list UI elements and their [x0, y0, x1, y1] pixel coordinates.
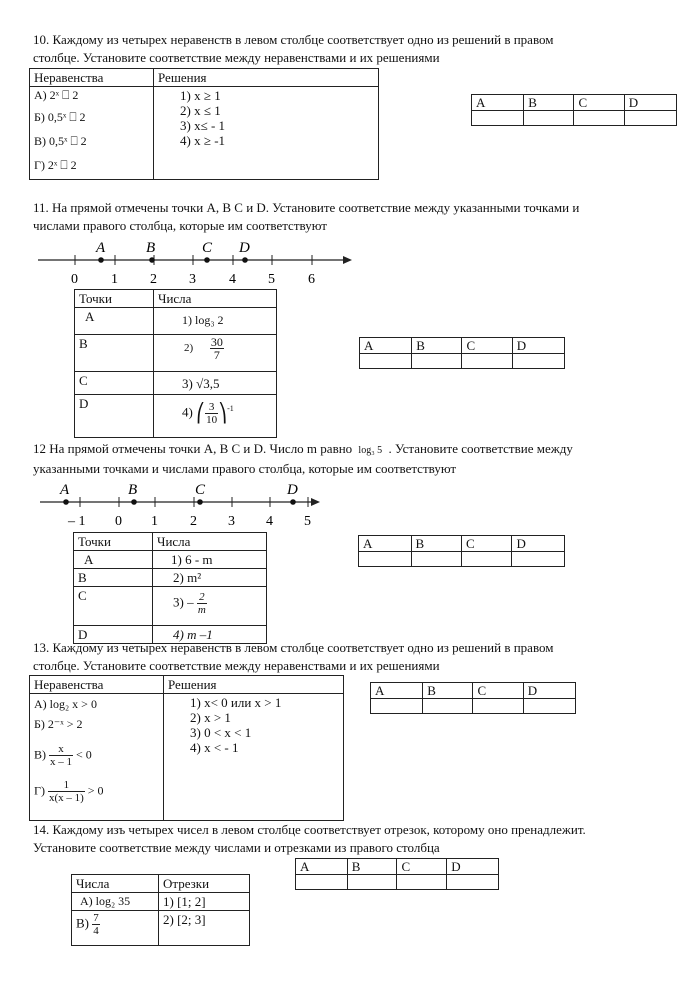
q14-answer-cell-b[interactable] [347, 875, 397, 890]
q11-value-2-label: 2) [184, 342, 194, 355]
q12-text-line2: указанными точками и числами правого столбца, которые им соответствуют [33, 461, 457, 476]
q13-inequality-a: А) log₂ x > 0 [34, 697, 97, 711]
q13-answer-header-a: A [371, 683, 423, 699]
q14-number-b-fraction [92, 912, 100, 937]
q13-answer-header-c: C [473, 683, 523, 699]
q13-inequality-d-label: Г) [34, 783, 45, 798]
q12-value-2: 2) m² [153, 569, 267, 587]
q11-value-4-exponent: -1 [227, 404, 234, 414]
q11-row-label-b: B [75, 335, 154, 372]
q12-value-3-fraction [197, 591, 207, 616]
q13-inequality-b: Б) 2⁻ˣ > 2 [34, 717, 83, 731]
q11-value-4-numerator: 3 [205, 401, 218, 414]
q12-tick-1: 1 [151, 514, 158, 529]
q11-value-2-denominator: 7 [213, 348, 220, 362]
q10-solution-4: 4) x ≥ -1 [180, 133, 226, 148]
q11-col-header-numbers: Числа [154, 290, 277, 308]
q12-tick-5: 5 [304, 514, 311, 529]
q12-answer-header-a: A [359, 536, 412, 552]
q14-segment-2: 2) [2; 3] [159, 911, 250, 946]
q14-number-a: А) log₂ 35 [72, 893, 159, 911]
q12-answer-cell-d[interactable] [512, 552, 565, 567]
q11-answer-cell-b[interactable] [412, 354, 462, 369]
q11-point-c-dot [204, 257, 210, 263]
q14-col-header-segments: Отрезки [159, 875, 250, 893]
q10-col-header-solutions: Решения [154, 69, 379, 87]
q12-point-b-dot [131, 499, 137, 505]
q11-tick-4: 4 [229, 272, 236, 287]
q11-value-4-fraction [205, 401, 218, 426]
q10-answer-cell-d[interactable] [624, 111, 676, 126]
q13-inequality-c-denominator: x – 1 [50, 756, 72, 768]
q13-solution-2: 2) x > 1 [190, 710, 231, 725]
q13-inequality-c-tail: < 0 [76, 747, 92, 762]
q10-inequality-d: Г) 2ˣ ⎕ 2 [34, 158, 77, 172]
q12-row-label-b: B [74, 569, 153, 587]
q12-tick-4: 4 [266, 514, 273, 529]
q12-tick-2: 2 [190, 514, 197, 529]
q11-text-line1: 11. На прямой отмечены точки A, B C и D. Установите соответствие между указанными точками и [33, 200, 580, 215]
q12-answer-table [358, 535, 565, 567]
q12-point-c-dot [197, 499, 203, 505]
q13-col-header-solutions: Решения [164, 676, 344, 694]
q10-inequality-b: Б) 0,5ˣ ⎕ 2 [34, 110, 86, 124]
q10-answer-cell-c[interactable] [574, 111, 624, 126]
q13-text-line1: 13. Каждому из четырех неравенств в левом столбце соответствует одно из решений в правом [33, 640, 554, 655]
q12-col-header-points: Точки [74, 533, 153, 551]
q11-value-2-numerator: 30 [210, 335, 223, 349]
q11-tick-5: 5 [268, 272, 275, 287]
q12-text-line1 [33, 440, 573, 460]
q12-value-3-numerator: 2 [197, 591, 207, 604]
q13-inequality-c-label: В) [34, 747, 46, 762]
q12-point-d-label: D [287, 482, 298, 498]
q13-inequality-d-fraction [48, 779, 85, 804]
q14-text-line1: 14. Каждому изъ четырех чисел в левом столбце соответствует отрезок, которому оно пренадлежит. [33, 822, 586, 837]
q11-tick-3: 3 [189, 272, 196, 287]
q11-tick-1: 1 [111, 272, 118, 287]
q11-point-b-dot [149, 257, 155, 263]
q10-solution-3: 3) x≤ - 1 [180, 118, 226, 133]
q13-answer-cell-a[interactable] [371, 699, 423, 714]
q10-answer-header-a: A [472, 95, 524, 111]
q10-answer-cell-b[interactable] [524, 111, 574, 126]
q11-number-line [30, 238, 360, 290]
q11-answer-cell-a[interactable] [360, 354, 412, 369]
q12-answer-header-b: B [411, 536, 461, 552]
q13-answer-cell-d[interactable] [523, 699, 575, 714]
q13-inequality-d [34, 779, 159, 804]
q11-point-c-label: C [202, 240, 213, 256]
q11-answer-cell-c[interactable] [462, 354, 512, 369]
q14-answer-cell-a[interactable] [296, 875, 348, 890]
q12-col-header-numbers: Числа [153, 533, 267, 551]
q12-point-b-label: B [128, 482, 138, 498]
q11-answer-header-c: C [462, 338, 512, 354]
q14-answer-header-c: C [397, 859, 447, 875]
q14-answer-cell-c[interactable] [397, 875, 447, 890]
q13-solution-4: 4) x < - 1 [190, 740, 239, 755]
q11-tick-2: 2 [150, 272, 157, 287]
q11-value-4-denominator: 10 [206, 414, 218, 426]
q11-answer-header-b: B [412, 338, 462, 354]
q12-tick-minus-1: – 1 [68, 514, 86, 529]
q11-text-line2: числами правого столбца, которые им соответствуют [33, 218, 327, 233]
q13-answer-header-b: B [423, 683, 473, 699]
q11-answer-header-d: D [512, 338, 564, 354]
q10-text-line1: 10. Каждому из четырех неравенств в левом столбце соответствует одно из решений в правом [33, 32, 554, 47]
q10-col-header-inequalities: Неравенства [30, 69, 154, 87]
q13-inequality-d-tail: > 0 [87, 783, 104, 798]
q13-inequality-c-numerator: x [49, 743, 73, 756]
q11-answer-cell-d[interactable] [512, 354, 564, 369]
q12-tick-0: 0 [115, 514, 122, 529]
q10-answer-header-c: C [574, 95, 624, 111]
q14-answer-header-a: A [296, 859, 348, 875]
q12-row-label-d: D [74, 626, 153, 644]
q12-point-a-label: A [60, 482, 70, 498]
q12-value-1: 1) 6 - m [153, 551, 267, 569]
q13-answer-table [370, 682, 576, 714]
q10-answer-header-d: D [624, 95, 676, 111]
q13-solution-3: 3) 0 < x < 1 [190, 725, 252, 740]
q10-answer-table [471, 94, 677, 126]
q12-number-line [36, 481, 336, 531]
q11-value-2-fraction [210, 336, 224, 361]
q10-solution-1: 1) x ≥ 1 [180, 88, 221, 103]
q11-row-label-d: D [75, 395, 154, 438]
q14-number-b-numerator: 7 [93, 912, 99, 924]
q11-value-4: 4) ⎛ $\frac{3}{10}$ ⎞$^{-1}$ [154, 395, 277, 438]
q14-number-b-denominator: 4 [93, 925, 99, 937]
q11-value-2 [154, 335, 277, 372]
q12-answer-header-d: D [512, 536, 565, 552]
q13-table [29, 675, 344, 821]
q14-table [71, 874, 250, 946]
q12-value-3-denominator: m [197, 604, 206, 616]
q12-row-label-c: C [74, 587, 153, 626]
q12-point-d-dot [290, 499, 296, 505]
q12-value-3-label: 3) – [173, 594, 194, 610]
q11-point-b-label: B [146, 240, 156, 256]
q11-value-1: 1) log₃ 2 [154, 308, 277, 335]
q13-inequality-c-fraction [49, 743, 73, 768]
q11-point-a-label: A [96, 240, 106, 256]
q12-point-a-dot [63, 499, 69, 505]
q12-answer-cell-c[interactable] [461, 552, 511, 567]
q10-inequality-a: А) 2ˣ ⎕ 2 [34, 88, 79, 102]
q13-inequality-d-denominator: x(x – 1) [48, 792, 84, 804]
q12-row-label-a: A [74, 551, 153, 569]
q11-point-d-dot [242, 257, 248, 263]
q13-col-header-inequalities: Неравенства [30, 676, 164, 694]
q11-tick-6: 6 [308, 272, 315, 287]
q14-text-line2: Установите соответствие между числами и отрезками из правого столбца [33, 840, 440, 855]
q11-value-4-label: 4) [182, 404, 193, 420]
q10-answer-header-b: B [524, 95, 574, 111]
q12-table [73, 532, 267, 644]
q11-col-header-points: Точки [75, 290, 154, 308]
q14-number-b-label: В) [76, 915, 89, 931]
q12-text-line1-end: . Установите соответствие между [388, 441, 573, 456]
q12-tick-3: 3 [228, 514, 235, 529]
q12-answer-header-c: C [461, 536, 511, 552]
q13-answer-header-d: D [523, 683, 575, 699]
q10-answer-cell-a[interactable] [472, 111, 524, 126]
q10-table [29, 68, 379, 180]
q11-table [74, 289, 277, 438]
q14-answer-header-b: B [347, 859, 397, 875]
q12-answer-cell-b[interactable] [411, 552, 461, 567]
q13-solution-1: 1) x< 0 или x > 1 [190, 695, 282, 710]
q11-row-label-c: C [75, 372, 154, 395]
q12-m-value: log₃ 5 [358, 445, 383, 456]
q13-inequality-d-numerator: 1 [48, 779, 85, 792]
q12-value-3 [153, 587, 267, 626]
q11-point-d-label: D [239, 240, 250, 256]
q14-answer-header-d: D [447, 859, 499, 875]
q12-point-c-label: C [195, 482, 206, 498]
q13-inequality-c [34, 743, 159, 779]
q12-text-line1-start: 12 На прямой отмечены точки A, B C и D. Число m равно [33, 441, 353, 456]
q13-text-line2: столбце. Установите соответствие между неравенствами и их решениями [33, 658, 440, 673]
q10-inequality-c: В) 0,5ˣ ⎕ 2 [34, 134, 87, 148]
q14-number-b [72, 911, 159, 946]
q14-answer-table [295, 858, 499, 890]
q11-row-label-a: A [75, 308, 154, 335]
q13-answer-cell-b[interactable] [423, 699, 473, 714]
q10-text-line2: столбце. Установите соответствие между неравенствами и их решениями [33, 50, 440, 65]
q14-col-header-numbers: Числа [72, 875, 159, 893]
q10-solution-2: 2) x ≤ 1 [180, 103, 221, 118]
q14-segment-1: 1) [1; 2] [159, 893, 250, 911]
q11-tick-0: 0 [71, 272, 78, 287]
q14-answer-cell-d[interactable] [447, 875, 499, 890]
q11-answer-header-a: A [360, 338, 412, 354]
q11-point-a-dot [98, 257, 104, 263]
q12-value-4: 4) m –1 [153, 626, 267, 644]
q11-value-3: 3) √3,5 [154, 372, 277, 395]
q13-answer-cell-c[interactable] [473, 699, 523, 714]
q12-answer-cell-a[interactable] [359, 552, 412, 567]
q11-answer-table [359, 337, 565, 369]
